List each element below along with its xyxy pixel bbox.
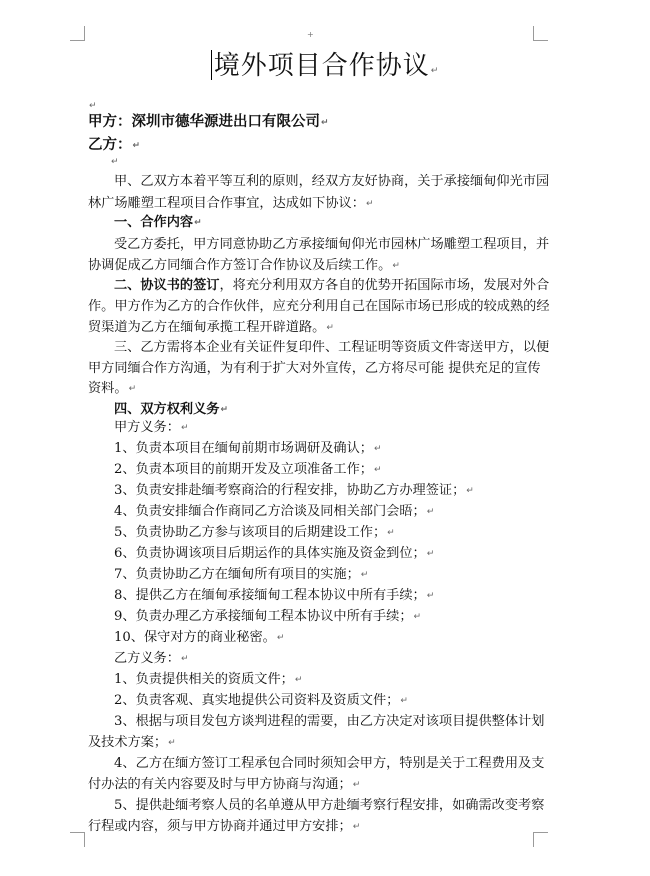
list-item: 及技术方案；↵	[88, 735, 176, 750]
section-3-text: 资料。↵	[88, 381, 137, 396]
list-item: 2、负责本项目的前期开发及立项准备工作；↵	[114, 462, 382, 477]
document-title[interactable]: 境外项目合作协议↵	[0, 46, 650, 91]
list-item: 1、负责本项目在缅甸前期市场调研及确认；↵	[114, 441, 382, 456]
empty-paragraph: ↵	[111, 157, 119, 167]
list-item: 5、提供赴缅考察人员的名单遵从甲方赴缅考察行程安排，如确需改变考察	[114, 798, 545, 813]
list-item: 7、负责协助乙方在缅甸所有项目的实施；↵	[114, 567, 369, 582]
page-corner-mark	[533, 26, 548, 41]
intro-text: 林广场雕塑工程项目合作事宜，达成如下协议：↵	[88, 196, 374, 211]
list-item: 2、负责客观、真实地提供公司资料及资质文件；↵	[114, 693, 408, 708]
list-item: 4、乙方在缅方签订工程承包合同时须知会甲方，特别是关于工程费用及支	[114, 756, 545, 771]
list-item: 6、负责协调该项目后期运作的具体实施及资金到位；↵	[114, 546, 435, 561]
page-corner-mark	[70, 832, 85, 847]
party-b-duty-heading: 乙方义务：↵	[114, 651, 189, 666]
section-3-text: 三、乙方需将本企业有关证件复印件、工程证明等资质文件寄送甲方，以便	[114, 340, 550, 355]
page-corner-mark	[70, 26, 85, 41]
list-item: 行程或内容，须与甲方协商并通过甲方安排；↵	[88, 819, 361, 834]
list-item: 4、负责安排缅合作商同乙方洽谈及同相关部门会晤；↵	[114, 504, 435, 519]
section-2-text: 作。甲方作为乙方的合作伙伴，应充分利用自己在国际市场已形成的较成熟的经	[88, 299, 550, 314]
party-b-line: 乙方：↵	[88, 136, 141, 153]
list-item: 10、保守对方的商业秘密。↵	[114, 630, 285, 645]
section-4-heading: 四、双方权利义务↵	[114, 402, 229, 417]
list-item: 8、提供乙方在缅甸承接缅甸工程本协议中所有手续；↵	[114, 588, 435, 603]
section-1-text: 协调促成乙方同缅合作方签订合作协议及后续工作。↵	[88, 258, 400, 273]
title-text: 境外项目合作协议	[213, 51, 430, 81]
list-item: 3、根据与项目发包方谈判进程的需要，由乙方决定对该项目提供整体计划	[114, 714, 545, 729]
section-1-heading: 一、合作内容↵	[114, 215, 202, 230]
empty-paragraph: ↵	[89, 101, 97, 111]
intro-text: 甲、乙双方本着平等互利的原则，经双方友好协商，关于承接缅甸仰光市园	[114, 174, 550, 189]
list-item: 付办法的有关内容要及时与甲方协商与沟通；↵	[88, 777, 361, 792]
list-item: 9、负责办理乙方承接缅甸工程本协议中所有手续；↵	[114, 609, 422, 624]
list-item: 5、负责协助乙方参与该项目的后期建设工作；↵	[114, 525, 395, 540]
party-a-duty-heading: 甲方义务：↵	[114, 420, 189, 435]
party-a-line: 甲方：深圳市德华源进出口有限公司↵	[88, 113, 329, 130]
list-item: 3、负责安排赴缅考察商洽的行程安排，协助乙方办理签证；↵	[114, 483, 474, 498]
section-2-text: 二、协议书的签订，将充分利用双方各自的优势开拓国际市场，发展对外合	[114, 278, 550, 293]
section-3-text: 甲方同缅合作方沟通，为有利于扩大对外宣传，乙方将尽可能 提供充足的宣传	[88, 361, 541, 376]
section-2-text: 贸渠道为乙方在缅甸承揽工程开辟道路。↵	[88, 320, 334, 335]
list-item: 1、负责提供相关的资质文件；↵	[114, 672, 303, 687]
section-1-text: 受乙方委托，甲方同意协助乙方承接缅甸仰光市园林广场雕塑工程项目，并	[114, 237, 550, 252]
header-mark: +	[307, 30, 314, 39]
text-cursor	[211, 50, 212, 80]
